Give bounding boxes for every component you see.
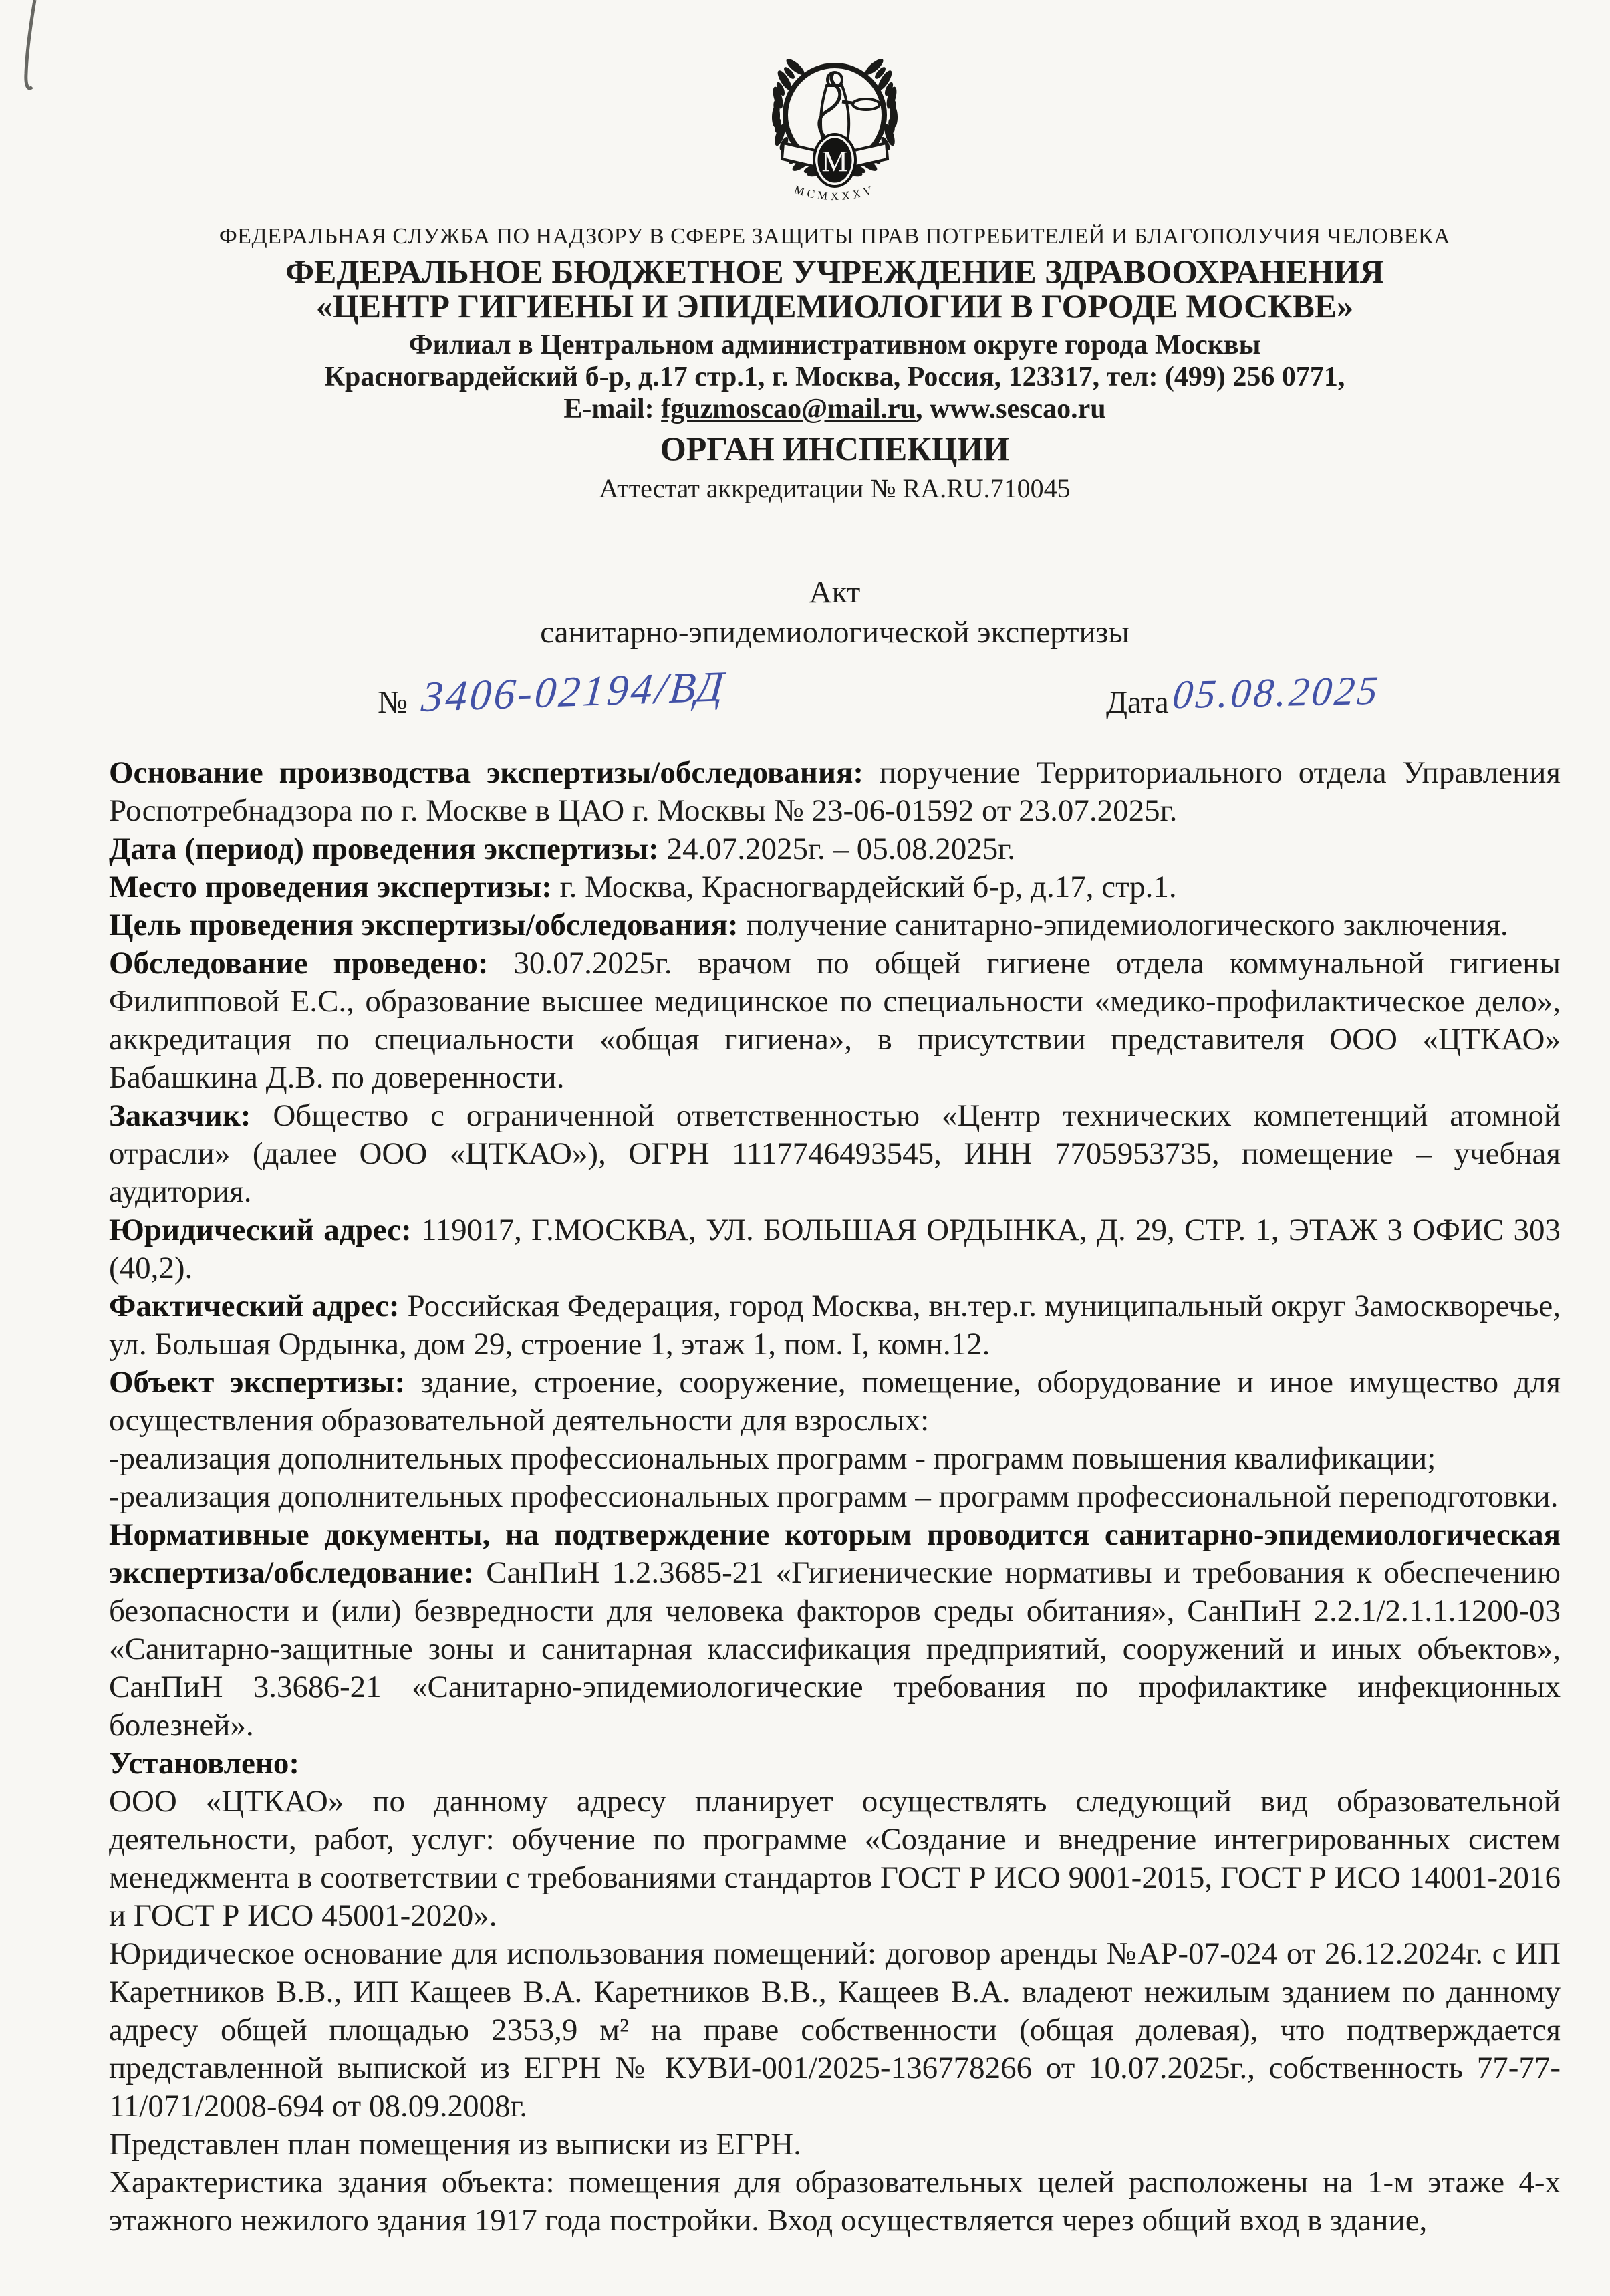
paragraph-label: Основание производства экспертизы/обследования:	[109, 755, 864, 790]
accreditation-number: Аттестат аккредитации № RA.RU.710045	[599, 473, 1071, 503]
hygieia-emblem-icon	[751, 43, 918, 219]
paragraph-text: Характеристика здания объекта: помещения для образовательных целей расположены на 1-м этаже 4-х этажного нежилого здания 1917 года постройки. Вход осуществляется через общий вход в здание,	[109, 2165, 1561, 2238]
document-body	[109, 754, 1561, 2240]
institution-name-line1: ФЕДЕРАЛЬНОЕ БЮДЖЕТНОЕ УЧРЕЖДЕНИЕ ЗДРАВООХРАНЕНИЯ	[285, 253, 1384, 290]
paragraph-label: Обследование проведено:	[109, 946, 489, 981]
paragraph-label: Место проведения экспертизы:	[109, 870, 552, 904]
paragraph-customer	[109, 1097, 1561, 1211]
paragraph-basis	[109, 754, 1561, 830]
letterhead	[109, 43, 1561, 504]
email-address: fguzmoscao@mail.ru	[661, 394, 916, 424]
inspection-body-title: ОРГАН ИНСПЕКЦИИ	[660, 430, 1010, 467]
paragraph-actual-address	[109, 1287, 1561, 1364]
bowl-of-hygieia-icon	[853, 99, 880, 110]
document-title	[109, 572, 1561, 652]
paragraph-label: Нормативные документы, на подтверждение которым проводится санитарно-эпидемиологическая экспертиза/обследование:	[109, 1517, 1561, 1590]
paragraph-label: Фактический адрес:	[109, 1289, 400, 1323]
paragraph-normative-docs	[109, 1516, 1561, 1745]
document-number-handwritten: 3406-02194/ВД	[420, 662, 728, 721]
paragraph-place	[109, 868, 1561, 906]
website-address: , www.sescao.ru	[916, 394, 1106, 424]
paragraph-text: Общество с ограниченной ответственностью «Центр технических компетенций атомной отрасли» (далее ООО «ЦТКАО»), ОГРН 1117746493545, ИНН 7705953735, помещение – учебная аудитория.	[109, 1098, 1561, 1209]
paragraph-text: 30.07.2025г. врачом по общей гигиене отдела коммунальной гигиены Филипповой Е.С., образование высшее медицинское по специальности «медико-профилактическое дело», аккредитация по специальности «общая гигиена», в присутствии представителя ООО «ЦТКАО» Бабашкина Д.В. по доверенности.	[109, 946, 1561, 1095]
emblem-year: MCMXXXV	[793, 182, 877, 203]
contact-line	[109, 393, 1561, 425]
paragraph-text: 24.07.2025г. – 05.08.2025г.	[658, 832, 1015, 866]
paragraph-text: г. Москва, Красногвардейский б-р, д.17, стр.1.	[551, 870, 1177, 904]
paragraph-text: Юридическое основание для использования помещений: договор аренды №АР-07-024 от 26.12.2024г. с ИП Каретников В.В., ИП Кащеев В.А. Каретников В.В., Кащеев В.А. владеют нежилым зданием по данному адресу общей площадью 2353,9 м² на праве собственности (общая долевая), что подтверждается представленной выпиской из ЕГРН № КУВИ-001/2025-136778266 от 10.07.2025г., собственность 77-77-11/071/2008-694 от 08.09.2008г.	[109, 1936, 1561, 2124]
paragraph-program-1	[109, 1440, 1561, 1478]
paragraph-legal-address	[109, 1211, 1561, 1287]
postal-address-line: Красногвардейский б-р, д.17 стр.1, г. Москва, Россия, 123317, тел: (499) 256 0771,	[324, 362, 1345, 392]
paragraph-survey	[109, 944, 1561, 1097]
paragraph-activity	[109, 1783, 1561, 1935]
paragraph-period	[109, 830, 1561, 868]
federal-service-name: ФЕДЕРАЛЬНАЯ СЛУЖБА ПО НАДЗОРУ В СФЕРЕ ЗАЩИТЫ ПРАВ ПОТРЕБИТЕЛЕЙ И БЛАГОПОЛУЧИЯ ЧЕЛОВЕКА	[219, 224, 1451, 249]
date-label: Дата	[1106, 685, 1169, 720]
title-act: Акт	[809, 575, 861, 610]
number-and-date-row	[109, 662, 1561, 745]
document-date-handwritten: 05.08.2025	[1170, 668, 1383, 717]
paragraph-object	[109, 1364, 1561, 1440]
paragraph-label: Объект экспертизы:	[109, 1365, 406, 1400]
paragraph-text: Российская Федерация, город Москва, вн.тер.г. муниципальный округ Замоскворечье, ул. Большая Ордынка, дом 29, строение 1, этаж 1, пом. I, комн.12.	[109, 1289, 1561, 1362]
rospotrebnadzor-emblem	[109, 43, 1561, 219]
paragraph-program-2	[109, 1478, 1561, 1516]
paragraph-label: Заказчик:	[109, 1098, 251, 1133]
paragraph-purpose	[109, 906, 1561, 944]
branch-name: Филиал в Центральном административном округе города Москвы	[408, 330, 1261, 360]
paragraph-text: -реализация дополнительных профессиональных программ - программ повышения квалификации;	[109, 1441, 1436, 1476]
title-subject: санитарно-эпидемиологической экспертизы	[540, 615, 1129, 650]
paragraph-text: СанПиН 1.2.3685-21 «Гигиенические нормативы и требования к обеспечению безопасности и (или) безвредности для человека факторов среды обитания», СанПиН 2.2.1/2.1.1.1200-03 «Санитарно-защитные зоны и санитарная классификация предприятий, сооружений и иных объектов», СанПиН 3.3686-21 «Санитарно-эпидемиологические требования по профилактике инфекционных болезней».	[109, 1555, 1561, 1743]
paragraph-plan	[109, 2126, 1561, 2164]
paragraph-text: ООО «ЦТКАО» по данному адресу планирует осуществлять следующий вид образовательной деятельности, работ, услуг: обучение по программе «Создание и внедрение интегрированных систем менеджмента в соответствии с требованиями стандартов ГОСТ Р ИСО 9001-2015, ГОСТ Р ИСО 14001-2016 и ГОСТ Р ИСО 45001-2020».	[109, 1784, 1561, 1933]
email-label: E-mail:	[563, 394, 662, 424]
paragraph-label: Цель проведения экспертизы/обследования:	[109, 908, 739, 942]
pen-mark	[0, 0, 80, 107]
paragraph-label: Юридический адрес:	[109, 1213, 412, 1247]
paragraph-text: Представлен план помещения из выписки из ЕГРН.	[109, 2127, 801, 2162]
paragraph-text: 119017, Г.МОСКВА, УЛ. БОЛЬШАЯ ОРДЫНКА, Д. 29, СТР. 1, ЭТАЖ 3 ОФИС 303 (40,2).	[109, 1213, 1561, 1285]
paragraph-legal-basis	[109, 1935, 1561, 2126]
paragraph-building	[109, 2164, 1561, 2240]
paragraph-label: Дата (период) проведения экспертизы:	[109, 832, 659, 866]
paragraph-text: -реализация дополнительных профессиональных программ – программ профессиональной переподготовки.	[109, 1479, 1559, 1514]
paragraph-text: здание, строение, сооружение, помещение, оборудование и иное имущество для осуществления образовательной деятельности для взрослых:	[109, 1365, 1561, 1438]
paragraph-established	[109, 1745, 1561, 1783]
paragraph-text: поручение Территориального отдела Управления Роспотребнадзора по г. Москве в ЦАО г. Москвы № 23-06-01592 от 23.07.2025г.	[109, 755, 1561, 828]
number-label: №	[378, 685, 408, 720]
institution-name-line2: «ЦЕНТР ГИГИЕНЫ И ЭПИДЕМИОЛОГИИ В ГОРОДЕ МОСКВЕ»	[315, 287, 1354, 325]
paragraph-text: получение санитарно-эпидемиологического заключения.	[738, 908, 1508, 942]
paragraph-label: Установлено:	[109, 1746, 300, 1781]
monogram-letter: M	[821, 145, 848, 178]
